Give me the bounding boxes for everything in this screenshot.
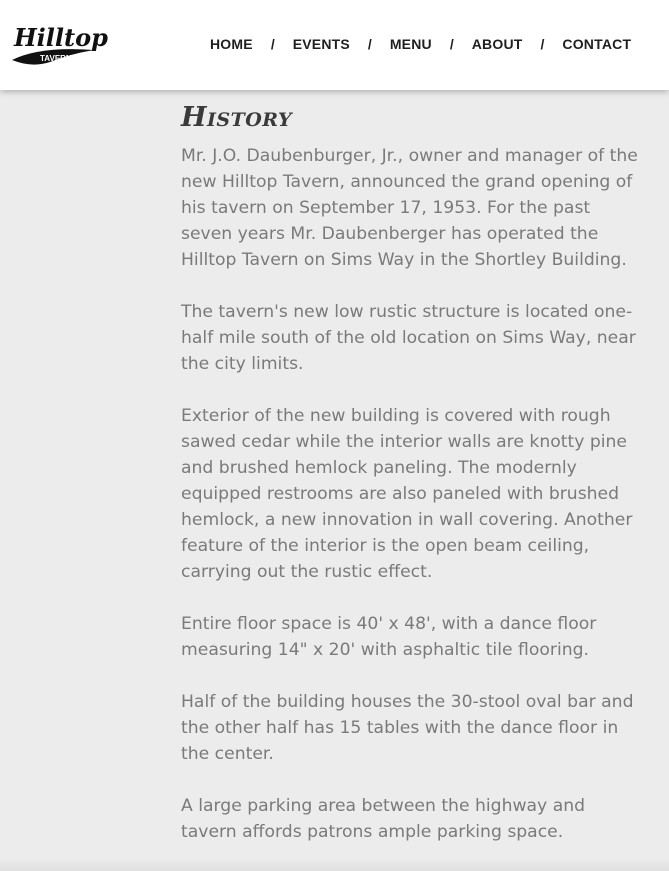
history-paragraph: The tavern's new low rustic structure is located one-half mile south of the old location on Sims Way, near the city limits. [181, 302, 636, 374]
nav-about[interactable]: ABOUT [471, 36, 523, 52]
hilltop-tavern-logo[interactable] [10, 16, 108, 68]
history-paragraph: Half of the building houses the 30-stool oval bar and the other half has 15 tables with the dance floor in the center. [181, 692, 634, 764]
logo-subtext: TAVERN [40, 54, 72, 63]
main-nav [210, 34, 631, 54]
history-paragraph: Entire floor space is 40' x 48', with a dance floor measuring 14" x 20' with asphaltic tile flooring. [181, 614, 597, 660]
nav-separator: / [367, 36, 372, 52]
nav-separator: / [540, 36, 545, 52]
history-paragraph: Mr. J.O. Daubenburger, Jr., owner and manager of the new Hilltop Tavern, announced the grand opening of his tavern on September 17, 1953. For the past seven years Mr. Daubenberger has operated the Hilltop Tavern on Sims Way in the Shortley Building. [181, 146, 638, 270]
nav-contact[interactable]: CONTACT [562, 36, 632, 52]
history-section [181, 98, 641, 871]
site-header [0, 0, 669, 90]
history-paragraph: A large parking area between the highway and tavern affords patrons ample parking space. [181, 796, 586, 842]
nav-separator: / [270, 36, 275, 52]
page-title: History [181, 102, 293, 133]
nav-events[interactable]: EVENTS [292, 36, 350, 52]
nav-home[interactable]: HOME [210, 36, 253, 52]
nav-menu[interactable]: MENU [389, 36, 432, 52]
history-paragraph: Exterior of the new building is covered with rough sawed cedar while the interior walls are knotty pine and brushed hemlock paneling. The modernly equipped restrooms are also paneled with brushed hemlock, a new innovation in wall covering. Another feature of the interior is the open beam ceiling, carrying out the rustic effect. [181, 406, 633, 582]
nav-separator: / [449, 36, 454, 52]
logo-wordmark: Hilltop [14, 23, 108, 52]
bottom-fade [0, 859, 669, 871]
